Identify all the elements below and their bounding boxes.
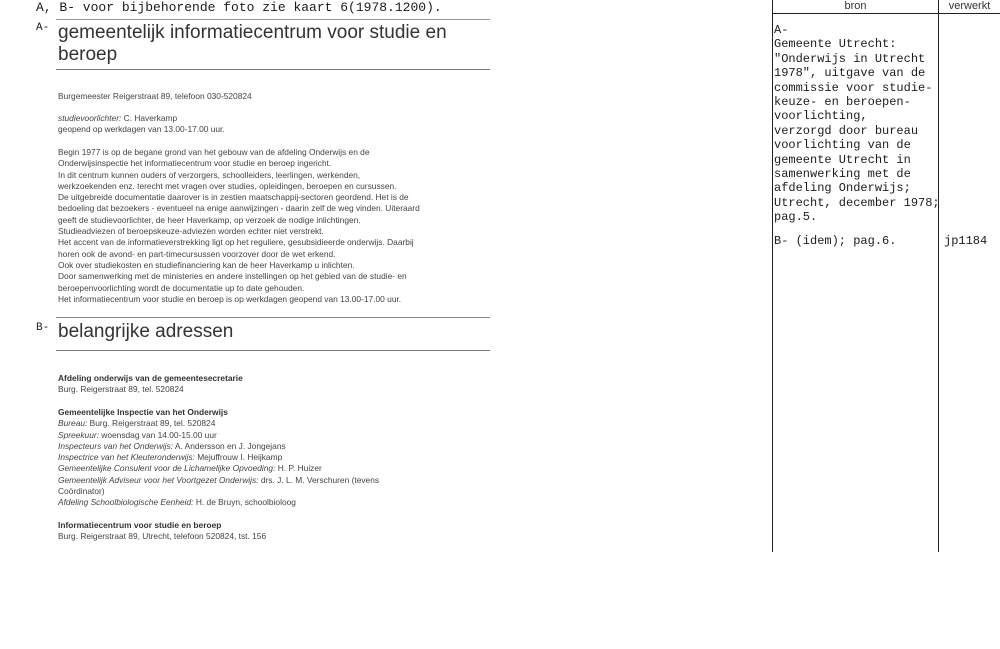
address-block-address: Burg. Reigerstraat 89, Utrecht, telefoon 520824, tst. 156 [58,531,267,542]
section-a-body-text [58,147,498,305]
body-line: bedoeling dat bezoekers - eventueel na enige aanwijzingen - daarin zelf de weg vinden. Uiteraard [58,203,420,214]
source-line: Gemeente Utrecht: [774,37,897,52]
adviseur-label: Gemeentelijk Adviseur voor het Voortgezet Onderwijs: [58,474,259,485]
body-line: Onderwijsinspectie het informatiecentrum voor studie en beroep ingericht. [58,158,332,169]
processed-code: jp1184 [944,234,988,248]
spreekuur-value: woensdag van 14.00-15.00 uur [101,429,217,440]
section-a-heading [58,22,498,66]
source-line: afdeling Onderwijs; [774,181,911,196]
source-line: keuze- en beroepen- [774,95,911,110]
column-header-divider [772,13,1000,14]
body-line: werkzoekenden enz. terecht met vragen over studies, opleidingen, beroepen en cursussen. [58,180,397,191]
source-line: gemeente Utrecht in [774,152,911,167]
source-line: samenwerking met de [774,167,911,182]
section-a-heading-line1: gemeentelijk informatiecentrum voor studie en [58,22,447,43]
schoolbio-label: Afdeling Schoolbiologische Eenheid: [58,497,194,508]
address-block-afdeling-onderwijs [58,373,488,396]
section-a-address: Burgemeester Reigerstraat 89, telefoon 030-520824 [58,91,252,101]
top-divider [56,19,490,20]
source-line: voorlichting van de [774,138,911,153]
body-line: geeft de studievoorlichter, de heer Haverkamp, op verzoek de nodige inlichtingen. [58,214,361,225]
adviseur-value: drs. J. L. M. Verschuren (tevens [260,474,380,485]
inspectrice-value: Mejuffrouw I. Heijkamp [197,452,283,463]
bureau-value: Burg. Reigerstraat 89, tel. 520824 [89,418,216,429]
section-a-letter: A- [36,22,50,34]
address-block-informatiecentrum [58,520,488,543]
address-block-inspectie [58,407,488,509]
source-line: commissie voor studie- [774,80,933,95]
source-line: A- [774,23,789,37]
section-b-top-divider [56,317,490,318]
advisor-name: C. Haverkamp [123,113,178,123]
column-header-verwerkt: verwerkt [948,0,991,12]
adviseur-value-continued: Coördinator) [58,486,105,497]
bureau-label: Bureau: [58,418,88,429]
source-line: 1978", uitgave van de [774,66,926,81]
opening-hours: geopend op werkdagen van 13.00-17.00 uur. [58,124,225,135]
address-block-title: Gemeentelijke Inspectie van het Onderwijs [58,407,228,417]
source-entry-b: B- (idem); pag.6. [774,234,897,248]
address-block-title: Informatiecentrum voor studie en beroep [58,520,222,530]
section-b-letter: B- [36,322,50,334]
address-block-address: Burg. Reigerstraat 89, tel. 520824 [58,384,184,395]
body-line: Begin 1977 is op de begane grond van het gebouw van de afdeling Onderwijs en de [58,147,370,157]
body-line: Door samenwerking met de ministeries en andere instellingen op het gebied van de studie- en [58,271,407,282]
bron-column-left-border [772,0,773,552]
schoolbio-value: H. de Bruyn, schoolbioloog [195,497,296,508]
body-line: Het accent van de informatieverstrekking ligt op het reguliere, gesubsidieerde onderwijs. Daarbij [58,237,414,248]
section-a-divider [56,69,490,70]
source-line: "Onderwijs in Utrecht [774,51,926,66]
inspectrice-label: Inspectrice van het Kleuteronderwijs: [58,452,195,463]
body-line: Ook over studiekosten en studiefinanciering kan de heer Haverkamp u inlichten. [58,259,355,270]
body-line: De uitgebreide documentatie daarover is in zestien maatschappij-sectoren geordend. Het is de [58,192,409,203]
body-line: beroepenvoorlichting wordt de documentatie up to date gehouden. [58,282,305,293]
body-line: In dit centrum kunnen ouders of verzorgers, schoolleiders, leerlingen, werkenden, [58,169,361,180]
section-b-divider [56,350,490,351]
body-line: Het informatiecentrum voor studie en beroep is op werkdagen geopend van 13.00-17.00 uur. [58,293,402,304]
consulent-label: Gemeentelijke Consulent voor de Lichamelijke Opvoeding: [58,463,276,474]
body-line: Studieadviezen of beroepskeuze-adviezen worden echter niet verstrekt. [58,226,324,237]
section-b-heading: belangrijke adressen [58,321,234,342]
column-header-bron: bron [844,0,867,12]
source-entry-a [774,23,940,225]
source-line: verzorgd door bureau [774,123,919,138]
source-line: pag.5. [774,210,818,225]
source-line: voorlichting, [774,109,868,124]
section-a-heading-line2: beroep [58,44,118,65]
address-block-title: Afdeling onderwijs van de gemeentesecretarie [58,373,243,383]
advisor-label: studievoorlichter: [58,113,122,123]
section-a-advisor [58,113,225,136]
inspecteurs-value: A. Andersson en J. Jongejans [174,440,286,451]
spreekuur-label: Spreekuur: [58,429,99,440]
source-line: Utrecht, december 1978; [774,195,940,210]
inspecteurs-label: Inspecteurs van het Onderwijs: [58,440,173,451]
top-note: A, B- voor bijbehorende foto zie kaart 6(1978.1200). [36,0,442,15]
consulent-value: H. P. Huizer [277,463,322,474]
body-line: horen ook de avond- en part-timecursussen voorzover door de wet erkend. [58,248,336,259]
